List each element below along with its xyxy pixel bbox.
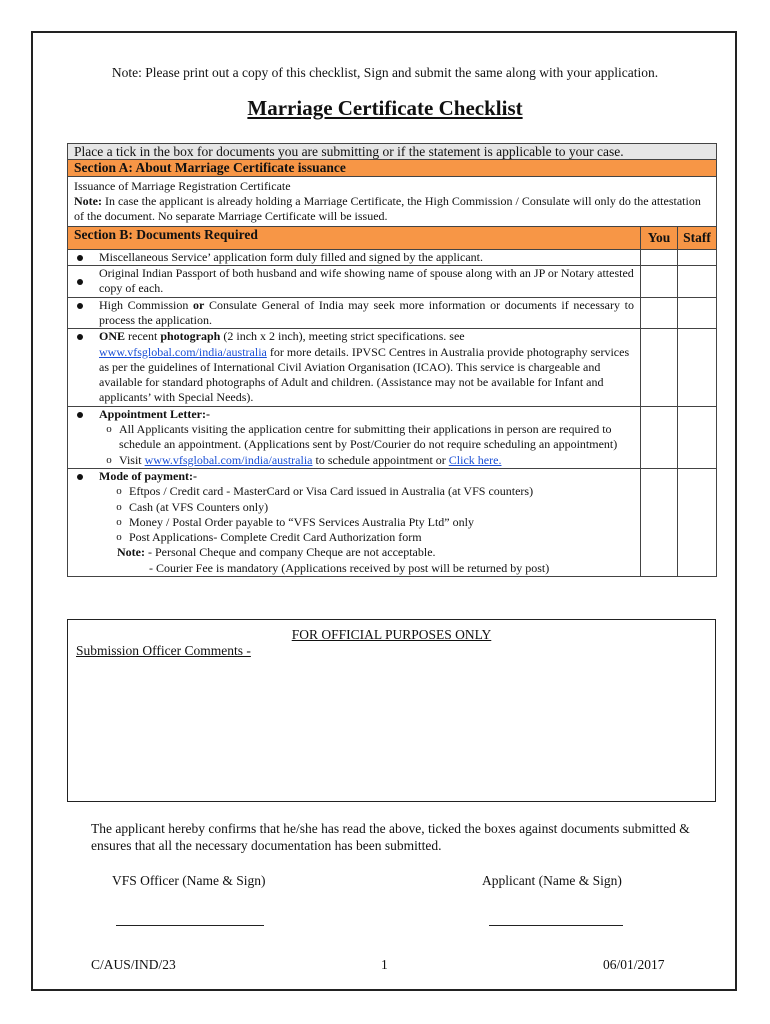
document-date: 06/01/2017: [603, 957, 665, 972]
item4-one: ONE: [99, 329, 126, 344]
vfs-link[interactable]: www.vfsglobal.com/india/australia: [99, 344, 267, 359]
instruction-text: Place a tick in the box for documents you are submitting or if the statement is applicable to your case.: [68, 144, 717, 160]
item-photograph: [89, 329, 641, 406]
vfs-officer-label: VFS Officer (Name & Sign): [112, 873, 266, 888]
item4-photograph: photograph: [160, 329, 221, 344]
you-checkbox-2[interactable]: [641, 266, 678, 298]
applicant-signature-line[interactable]: [489, 925, 623, 926]
applicant-label: Applicant (Name & Sign): [482, 873, 622, 888]
item-passport: Original Indian Passport of both husband and wife showing name of spouse along with an JP or Notary attested copy of each.: [89, 266, 641, 298]
you-checkbox-3[interactable]: [641, 297, 678, 329]
table-row: [68, 406, 717, 468]
sub-bullet-icon: o: [116, 485, 122, 498]
sub-bullet-icon: o: [106, 453, 112, 466]
item3-text-a: High Commission: [99, 297, 193, 312]
officer-comments-label: Submission Officer Comments -: [76, 643, 251, 658]
vfs-signature-line[interactable]: [116, 925, 264, 926]
section-a-note-text: In case the applicant is already holding a Marriage Certificate, the High Commission / Consulate will only do the attestation of the document. No separate Marriage Certificate will be issued.: [74, 193, 701, 224]
table-row: [68, 329, 717, 406]
payment-note-1: [99, 545, 634, 560]
confirmation-text: The applicant hereby confirms that he/she has read the above, ticked the boxes against documents submitted & ensures that all the necessary documentation has been submitted.: [91, 821, 690, 853]
you-checkbox-5[interactable]: [641, 406, 678, 468]
payment-note-label: Note:: [117, 545, 145, 560]
payment-cash: Cash (at VFS Counters only): [129, 499, 269, 514]
staff-checkbox-4[interactable]: [678, 329, 717, 406]
item-payment: [89, 468, 641, 576]
vfs-link-2[interactable]: www.vfsglobal.com/india/australia: [144, 452, 313, 467]
section-a-line1: Issuance of Marriage Registration Certificate: [74, 178, 291, 193]
item-appointment: [89, 406, 641, 468]
bullet-icon: [77, 255, 83, 261]
table-row: [68, 249, 717, 265]
section-a-note: [74, 194, 710, 225]
table-row: [68, 468, 717, 576]
you-checkbox-6[interactable]: [641, 468, 678, 576]
payment-note-cheque: - Personal Cheque and company Cheque are not acceptable.: [144, 545, 436, 560]
bullet-icon: [77, 334, 83, 340]
section-a-header: [68, 160, 717, 176]
staff-checkbox-1[interactable]: [678, 249, 717, 265]
section-a-content: [68, 176, 717, 227]
table-row: [68, 297, 717, 329]
bullet-icon: [77, 303, 83, 309]
item-application-form: Miscellaneous Service’ application form duly filled and signed by the applicant.: [89, 249, 641, 265]
payment-heading: Mode of payment:-: [99, 468, 197, 483]
payment-money-order: Money / Postal Order payable to “VFS Services Australia Pty Ltd” only: [129, 514, 474, 529]
sub-bullet-icon: o: [116, 515, 122, 528]
sub-bullet-icon: o: [106, 423, 112, 436]
page-title: Marriage Certificate Checklist: [247, 96, 523, 120]
bullet-icon: [77, 412, 83, 418]
bullet-icon: [77, 474, 83, 480]
instruction-row: [68, 144, 717, 160]
item4-spec: (2 inch x 2 inch), meeting strict specifications. see: [220, 329, 465, 344]
section-a-heading: Section A: About Marriage Certificate issuance: [68, 160, 717, 176]
bullet-icon: [77, 279, 83, 285]
staff-checkbox-3[interactable]: [678, 297, 717, 329]
appointment-sub1: All Applicants visiting the application centre for submitting their applications in person are required to schedule an appointment. (Applications sent by Post/Courier do not require scheduling an appointment): [119, 422, 618, 452]
you-checkbox-4[interactable]: [641, 329, 678, 406]
item4-details: for more details. IPVSC Centres in Australia provide photography services as per the guidelines of International Civil Aviation Organisation (ICAO). This service is chargeable and available for standard photographs of Adult and children. (Assistance may not be available for Infant and applicants’ with Special Needs).: [99, 344, 630, 405]
appointment-sub2: [119, 453, 501, 468]
visit-text: Visit: [119, 452, 145, 467]
appointment-heading: Appointment Letter:-: [99, 406, 210, 421]
item4-recent: recent: [125, 329, 161, 344]
table-row: [68, 266, 717, 298]
item-more-info: [89, 297, 641, 329]
col-you-header: You: [641, 227, 678, 249]
staff-checkbox-5[interactable]: [678, 406, 717, 468]
official-title: FOR OFFICIAL PURPOSES ONLY: [291, 627, 492, 642]
section-a-note-label: Note:: [74, 193, 102, 208]
schedule-text: to schedule appointment or: [312, 452, 449, 467]
official-box: [67, 619, 716, 802]
sub-bullet-icon: o: [116, 531, 122, 544]
payment-post: Post Applications- Complete Credit Card Authorization form: [129, 530, 422, 545]
page-number: 1: [381, 957, 388, 972]
document-code: C/AUS/IND/23: [91, 957, 176, 972]
staff-checkbox-6[interactable]: [678, 468, 717, 576]
item3-text-or: or: [192, 297, 205, 312]
payment-note-2: - Courier Fee is mandatory (Applications received by post will be returned by post): [149, 560, 550, 575]
section-b-heading: Section B: Documents Required: [68, 227, 641, 249]
print-note: Note: Please print out a copy of this checklist, Sign and submit the same along with your application.: [111, 65, 659, 80]
click-here-link[interactable]: Click here.: [448, 452, 502, 467]
staff-checkbox-2[interactable]: [678, 266, 717, 298]
item3-text-c: Consulate General of India may seek more information or documents if necessary to process the application.: [99, 297, 634, 327]
col-staff-header: Staff: [678, 227, 717, 249]
sub-bullet-icon: o: [116, 500, 122, 513]
you-checkbox-1[interactable]: [641, 249, 678, 265]
section-a-row: [68, 176, 717, 227]
payment-eftpos: Eftpos / Credit card - MasterCard or Visa Card issued in Australia (at VFS counters): [129, 484, 534, 499]
checklist-table: [67, 143, 717, 577]
section-b-header: [68, 227, 717, 249]
